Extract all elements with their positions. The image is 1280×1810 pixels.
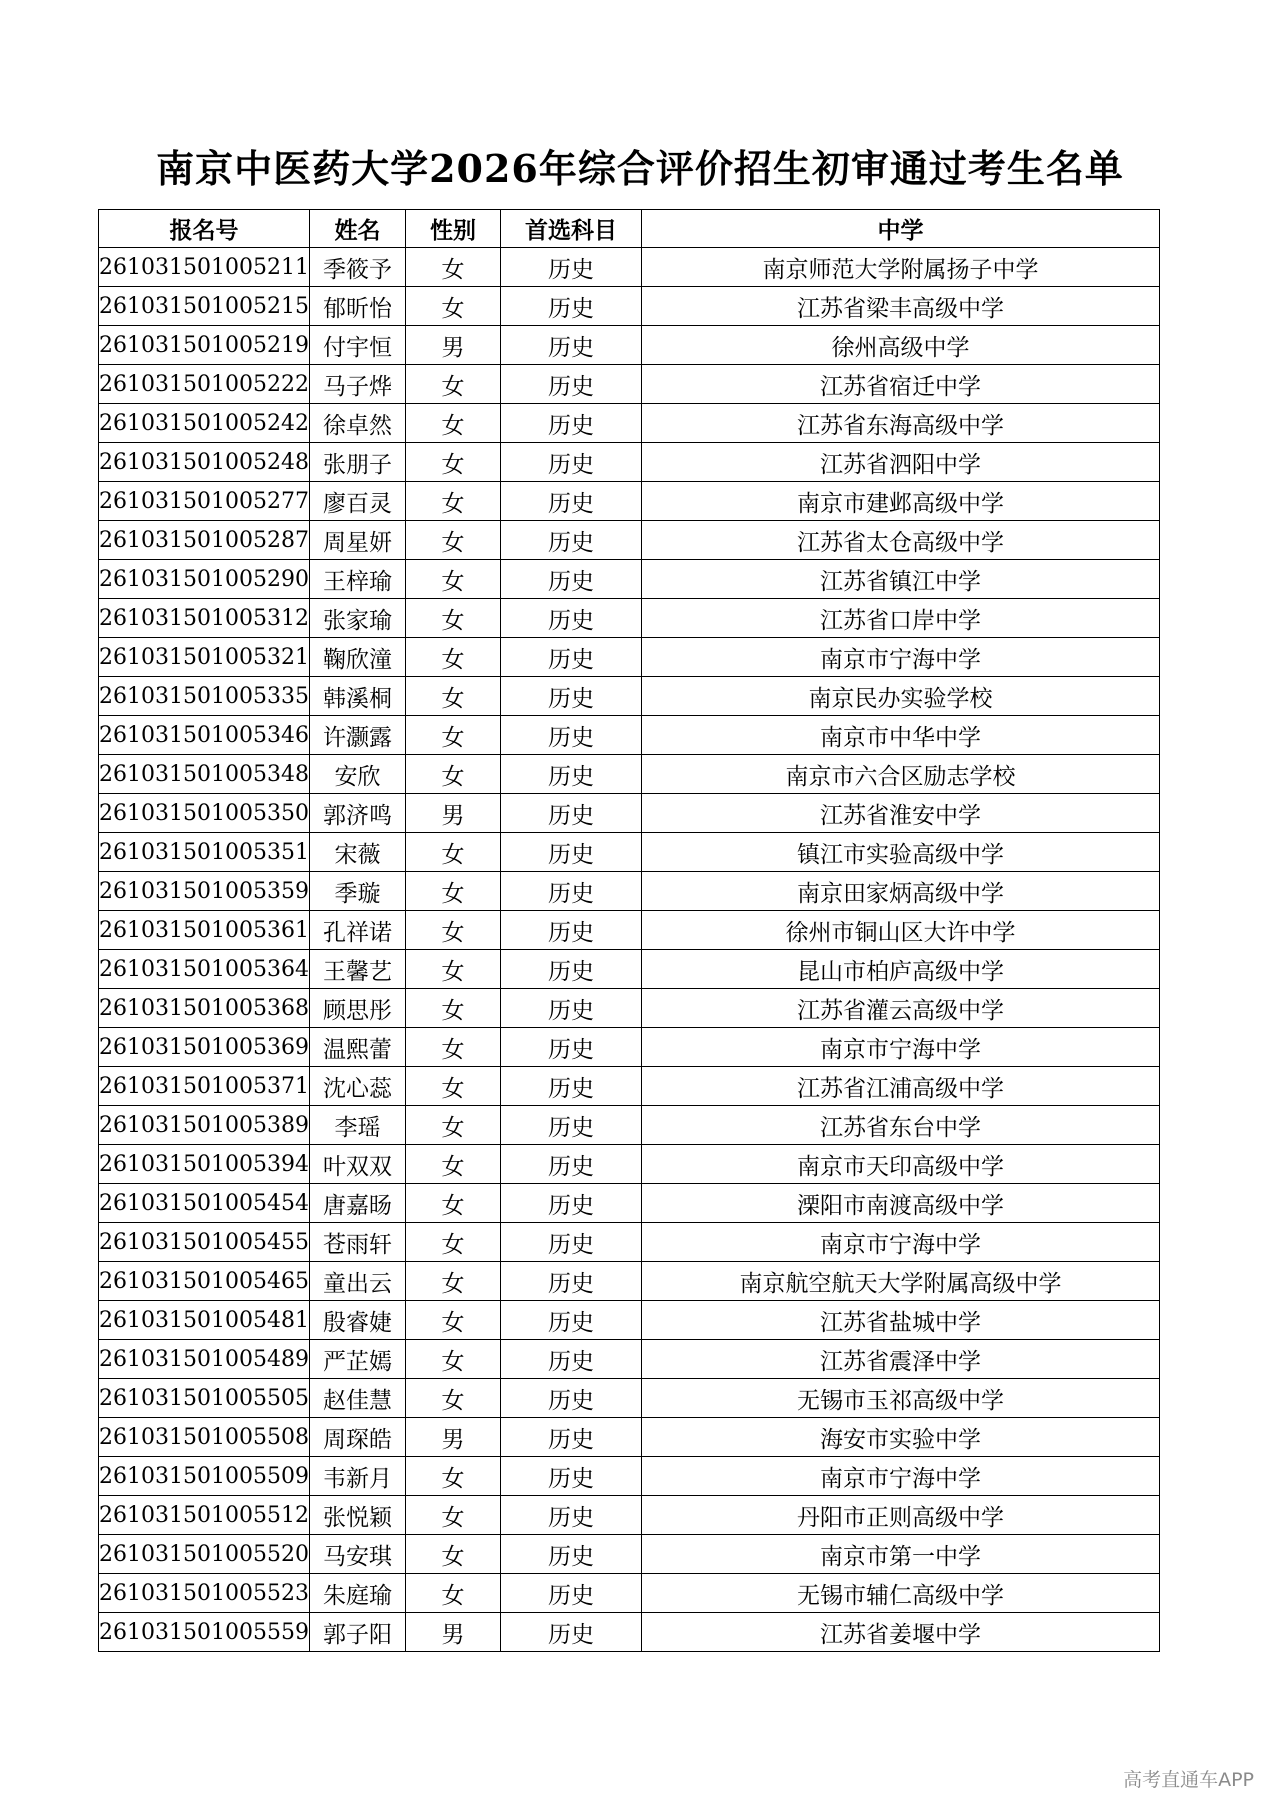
high-school-cell: 溧阳市南渡高级中学 — [641, 1184, 1159, 1223]
gender-cell: 女 — [405, 365, 500, 404]
registration-number-cell: 261031501005215 — [99, 287, 310, 326]
high-school-cell: 南京市中华中学 — [641, 716, 1159, 755]
gender-cell: 女 — [405, 1184, 500, 1223]
name-cell: 张家瑜 — [309, 599, 405, 638]
name-cell: 李瑶 — [309, 1106, 405, 1145]
registration-number-cell: 261031501005369 — [99, 1028, 310, 1067]
high-school-cell: 镇江市实验高级中学 — [641, 833, 1159, 872]
high-school-cell: 江苏省江浦高级中学 — [641, 1067, 1159, 1106]
table-row — [99, 1457, 1160, 1496]
registration-number-cell: 261031501005512 — [99, 1496, 310, 1535]
table-row — [99, 326, 1160, 365]
name-cell: 童出云 — [309, 1262, 405, 1301]
name-cell: 严芷嫣 — [309, 1340, 405, 1379]
registration-number-cell: 261031501005242 — [99, 404, 310, 443]
registration-number-cell: 261031501005559 — [99, 1613, 310, 1652]
name-cell: 叶双双 — [309, 1145, 405, 1184]
registration-number-cell: 261031501005368 — [99, 989, 310, 1028]
registration-number-cell: 261031501005523 — [99, 1574, 310, 1613]
preferred-subject-cell: 历史 — [500, 872, 641, 911]
table-row — [99, 1418, 1160, 1457]
preferred-subject-cell: 历史 — [500, 248, 641, 287]
table-row — [99, 365, 1160, 404]
registration-number-cell: 261031501005505 — [99, 1379, 310, 1418]
gender-cell: 女 — [405, 248, 500, 287]
preferred-subject-cell: 历史 — [500, 1418, 641, 1457]
high-school-cell: 江苏省太仓高级中学 — [641, 521, 1159, 560]
preferred-subject-cell: 历史 — [500, 1301, 641, 1340]
table-header-row — [99, 210, 1160, 248]
high-school-cell: 江苏省口岸中学 — [641, 599, 1159, 638]
name-cell: 安欣 — [309, 755, 405, 794]
registration-number-cell: 261031501005351 — [99, 833, 310, 872]
table-row — [99, 1613, 1160, 1652]
preferred-subject-cell: 历史 — [500, 326, 641, 365]
registration-number-cell: 261031501005361 — [99, 911, 310, 950]
table-row — [99, 638, 1160, 677]
gender-cell: 女 — [405, 833, 500, 872]
registration-number-cell: 261031501005509 — [99, 1457, 310, 1496]
name-cell: 赵佳慧 — [309, 1379, 405, 1418]
gender-cell: 女 — [405, 716, 500, 755]
table-row — [99, 1496, 1160, 1535]
high-school-cell: 南京市六合区励志学校 — [641, 755, 1159, 794]
high-school-cell: 南京市建邺高级中学 — [641, 482, 1159, 521]
gender-cell: 女 — [405, 1262, 500, 1301]
high-school-cell: 南京市宁海中学 — [641, 1028, 1159, 1067]
name-cell: 韦新月 — [309, 1457, 405, 1496]
table-row — [99, 1028, 1160, 1067]
high-school-cell: 南京市宁海中学 — [641, 1457, 1159, 1496]
gender-cell: 女 — [405, 677, 500, 716]
high-school-cell: 徐州市铜山区大许中学 — [641, 911, 1159, 950]
preferred-subject-cell: 历史 — [500, 1340, 641, 1379]
preferred-subject-cell: 历史 — [500, 599, 641, 638]
name-cell: 张悦颖 — [309, 1496, 405, 1535]
preferred-subject-cell: 历史 — [500, 287, 641, 326]
registration-number-cell: 261031501005481 — [99, 1301, 310, 1340]
watermark-text: 高考直通车APP — [1123, 1769, 1254, 1791]
name-cell: 郭子阳 — [309, 1613, 405, 1652]
name-cell: 韩溪桐 — [309, 677, 405, 716]
gender-cell: 女 — [405, 560, 500, 599]
registration-number-cell: 261031501005346 — [99, 716, 310, 755]
gender-cell: 女 — [405, 443, 500, 482]
preferred-subject-cell: 历史 — [500, 482, 641, 521]
gender-cell: 女 — [405, 1457, 500, 1496]
high-school-cell: 南京市宁海中学 — [641, 1223, 1159, 1262]
preferred-subject-cell: 历史 — [500, 1028, 641, 1067]
registration-number-cell: 261031501005211 — [99, 248, 310, 287]
preferred-subject-cell: 历史 — [500, 443, 641, 482]
document-title: 南京中医药大学2026年综合评价招生初审通过考生名单 — [156, 146, 1124, 191]
gender-cell: 女 — [405, 599, 500, 638]
table-row — [99, 1106, 1160, 1145]
gender-cell: 女 — [405, 872, 500, 911]
high-school-cell: 南京市第一中学 — [641, 1535, 1159, 1574]
name-cell: 季璇 — [309, 872, 405, 911]
high-school-cell: 南京师范大学附属扬子中学 — [641, 248, 1159, 287]
header-preferred-subject: 首选科目 — [500, 210, 641, 248]
gender-cell: 男 — [405, 794, 500, 833]
name-cell: 沈心蕊 — [309, 1067, 405, 1106]
preferred-subject-cell: 历史 — [500, 1379, 641, 1418]
table-row — [99, 287, 1160, 326]
table-row — [99, 1145, 1160, 1184]
table-row — [99, 248, 1160, 287]
registration-number-cell: 261031501005287 — [99, 521, 310, 560]
table-row — [99, 1067, 1160, 1106]
preferred-subject-cell: 历史 — [500, 521, 641, 560]
gender-cell: 男 — [405, 326, 500, 365]
high-school-cell: 无锡市辅仁高级中学 — [641, 1574, 1159, 1613]
preferred-subject-cell: 历史 — [500, 1496, 641, 1535]
header-name: 姓名 — [309, 210, 405, 248]
gender-cell: 男 — [405, 1613, 500, 1652]
name-cell: 朱庭瑜 — [309, 1574, 405, 1613]
header-gender: 性别 — [405, 210, 500, 248]
name-cell: 廖百灵 — [309, 482, 405, 521]
gender-cell: 女 — [405, 1496, 500, 1535]
gender-cell: 女 — [405, 638, 500, 677]
preferred-subject-cell: 历史 — [500, 1223, 641, 1262]
gender-cell: 女 — [405, 755, 500, 794]
table-row — [99, 1379, 1160, 1418]
high-school-cell: 南京田家炳高级中学 — [641, 872, 1159, 911]
table-row — [99, 1223, 1160, 1262]
registration-number-cell: 261031501005222 — [99, 365, 310, 404]
gender-cell: 女 — [405, 1301, 500, 1340]
table-row — [99, 599, 1160, 638]
gender-cell: 男 — [405, 1418, 500, 1457]
name-cell: 马安琪 — [309, 1535, 405, 1574]
header-registration-number: 报名号 — [99, 210, 310, 248]
gender-cell: 女 — [405, 1106, 500, 1145]
table-row — [99, 1301, 1160, 1340]
high-school-cell: 徐州高级中学 — [641, 326, 1159, 365]
gender-cell: 女 — [405, 1535, 500, 1574]
preferred-subject-cell: 历史 — [500, 365, 641, 404]
table-row — [99, 1535, 1160, 1574]
candidate-table — [98, 209, 1160, 1652]
preferred-subject-cell: 历史 — [500, 1184, 641, 1223]
preferred-subject-cell: 历史 — [500, 1535, 641, 1574]
gender-cell: 女 — [405, 1340, 500, 1379]
name-cell: 顾思彤 — [309, 989, 405, 1028]
name-cell: 鞠欣潼 — [309, 638, 405, 677]
table-row — [99, 872, 1160, 911]
name-cell: 苍雨轩 — [309, 1223, 405, 1262]
table-row — [99, 989, 1160, 1028]
high-school-cell: 江苏省宿迁中学 — [641, 365, 1159, 404]
high-school-cell: 昆山市柏庐高级中学 — [641, 950, 1159, 989]
table-row — [99, 716, 1160, 755]
table-row — [99, 950, 1160, 989]
name-cell: 周星妍 — [309, 521, 405, 560]
preferred-subject-cell: 历史 — [500, 989, 641, 1028]
preferred-subject-cell: 历史 — [500, 1613, 641, 1652]
preferred-subject-cell: 历史 — [500, 794, 641, 833]
table-row — [99, 404, 1160, 443]
registration-number-cell: 261031501005364 — [99, 950, 310, 989]
preferred-subject-cell: 历史 — [500, 833, 641, 872]
high-school-cell: 江苏省淮安中学 — [641, 794, 1159, 833]
name-cell: 徐卓然 — [309, 404, 405, 443]
high-school-cell: 丹阳市正则高级中学 — [641, 1496, 1159, 1535]
name-cell: 殷睿婕 — [309, 1301, 405, 1340]
gender-cell: 女 — [405, 1379, 500, 1418]
high-school-cell: 南京航空航天大学附属高级中学 — [641, 1262, 1159, 1301]
gender-cell: 女 — [405, 521, 500, 560]
table-row — [99, 443, 1160, 482]
name-cell: 王梓瑜 — [309, 560, 405, 599]
preferred-subject-cell: 历史 — [500, 911, 641, 950]
preferred-subject-cell: 历史 — [500, 1145, 641, 1184]
registration-number-cell: 261031501005335 — [99, 677, 310, 716]
name-cell: 许灏露 — [309, 716, 405, 755]
name-cell: 马子烨 — [309, 365, 405, 404]
name-cell: 宋薇 — [309, 833, 405, 872]
registration-number-cell: 261031501005277 — [99, 482, 310, 521]
preferred-subject-cell: 历史 — [500, 1067, 641, 1106]
header-high-school: 中学 — [641, 210, 1159, 248]
preferred-subject-cell: 历史 — [500, 638, 641, 677]
high-school-cell: 江苏省东台中学 — [641, 1106, 1159, 1145]
name-cell: 张朋子 — [309, 443, 405, 482]
table-row — [99, 677, 1160, 716]
preferred-subject-cell: 历史 — [500, 1106, 641, 1145]
name-cell: 季筱予 — [309, 248, 405, 287]
registration-number-cell: 261031501005489 — [99, 1340, 310, 1379]
high-school-cell: 南京市宁海中学 — [641, 638, 1159, 677]
registration-number-cell: 261031501005350 — [99, 794, 310, 833]
name-cell: 王馨艺 — [309, 950, 405, 989]
high-school-cell: 江苏省姜堰中学 — [641, 1613, 1159, 1652]
registration-number-cell: 261031501005219 — [99, 326, 310, 365]
table-body — [99, 248, 1160, 1652]
table-row — [99, 755, 1160, 794]
high-school-cell: 江苏省东海高级中学 — [641, 404, 1159, 443]
registration-number-cell: 261031501005520 — [99, 1535, 310, 1574]
gender-cell: 女 — [405, 1067, 500, 1106]
table-row — [99, 833, 1160, 872]
registration-number-cell: 261031501005359 — [99, 872, 310, 911]
gender-cell: 女 — [405, 911, 500, 950]
preferred-subject-cell: 历史 — [500, 560, 641, 599]
gender-cell: 女 — [405, 1028, 500, 1067]
high-school-cell: 南京市天印高级中学 — [641, 1145, 1159, 1184]
preferred-subject-cell: 历史 — [500, 1457, 641, 1496]
registration-number-cell: 261031501005348 — [99, 755, 310, 794]
table-row — [99, 794, 1160, 833]
preferred-subject-cell: 历史 — [500, 1262, 641, 1301]
high-school-cell: 江苏省灌云高级中学 — [641, 989, 1159, 1028]
high-school-cell: 江苏省梁丰高级中学 — [641, 287, 1159, 326]
gender-cell: 女 — [405, 1223, 500, 1262]
gender-cell: 女 — [405, 404, 500, 443]
registration-number-cell: 261031501005371 — [99, 1067, 310, 1106]
table-row — [99, 1574, 1160, 1613]
gender-cell: 女 — [405, 482, 500, 521]
preferred-subject-cell: 历史 — [500, 950, 641, 989]
high-school-cell: 江苏省震泽中学 — [641, 1340, 1159, 1379]
high-school-cell: 南京民办实验学校 — [641, 677, 1159, 716]
preferred-subject-cell: 历史 — [500, 677, 641, 716]
table-row — [99, 1340, 1160, 1379]
name-cell: 郁昕怡 — [309, 287, 405, 326]
preferred-subject-cell: 历史 — [500, 716, 641, 755]
name-cell: 付宇恒 — [309, 326, 405, 365]
name-cell: 周琛皓 — [309, 1418, 405, 1457]
high-school-cell: 江苏省泗阳中学 — [641, 443, 1159, 482]
registration-number-cell: 261031501005454 — [99, 1184, 310, 1223]
name-cell: 温熙蕾 — [309, 1028, 405, 1067]
registration-number-cell: 261031501005248 — [99, 443, 310, 482]
preferred-subject-cell: 历史 — [500, 404, 641, 443]
table-row — [99, 1184, 1160, 1223]
registration-number-cell: 261031501005455 — [99, 1223, 310, 1262]
name-cell: 孔祥诺 — [309, 911, 405, 950]
preferred-subject-cell: 历史 — [500, 1574, 641, 1613]
registration-number-cell: 261031501005321 — [99, 638, 310, 677]
table-row — [99, 560, 1160, 599]
registration-number-cell: 261031501005290 — [99, 560, 310, 599]
name-cell: 郭济鸣 — [309, 794, 405, 833]
preferred-subject-cell: 历史 — [500, 755, 641, 794]
registration-number-cell: 261031501005508 — [99, 1418, 310, 1457]
high-school-cell: 江苏省镇江中学 — [641, 560, 1159, 599]
table-row — [99, 1262, 1160, 1301]
high-school-cell: 无锡市玉祁高级中学 — [641, 1379, 1159, 1418]
registration-number-cell: 261031501005394 — [99, 1145, 310, 1184]
gender-cell: 女 — [405, 1145, 500, 1184]
table-row — [99, 521, 1160, 560]
gender-cell: 女 — [405, 950, 500, 989]
gender-cell: 女 — [405, 1574, 500, 1613]
high-school-cell: 江苏省盐城中学 — [641, 1301, 1159, 1340]
table-row — [99, 911, 1160, 950]
gender-cell: 女 — [405, 287, 500, 326]
registration-number-cell: 261031501005465 — [99, 1262, 310, 1301]
name-cell: 唐嘉旸 — [309, 1184, 405, 1223]
high-school-cell: 海安市实验中学 — [641, 1418, 1159, 1457]
gender-cell: 女 — [405, 989, 500, 1028]
registration-number-cell: 261031501005312 — [99, 599, 310, 638]
registration-number-cell: 261031501005389 — [99, 1106, 310, 1145]
table-row — [99, 482, 1160, 521]
